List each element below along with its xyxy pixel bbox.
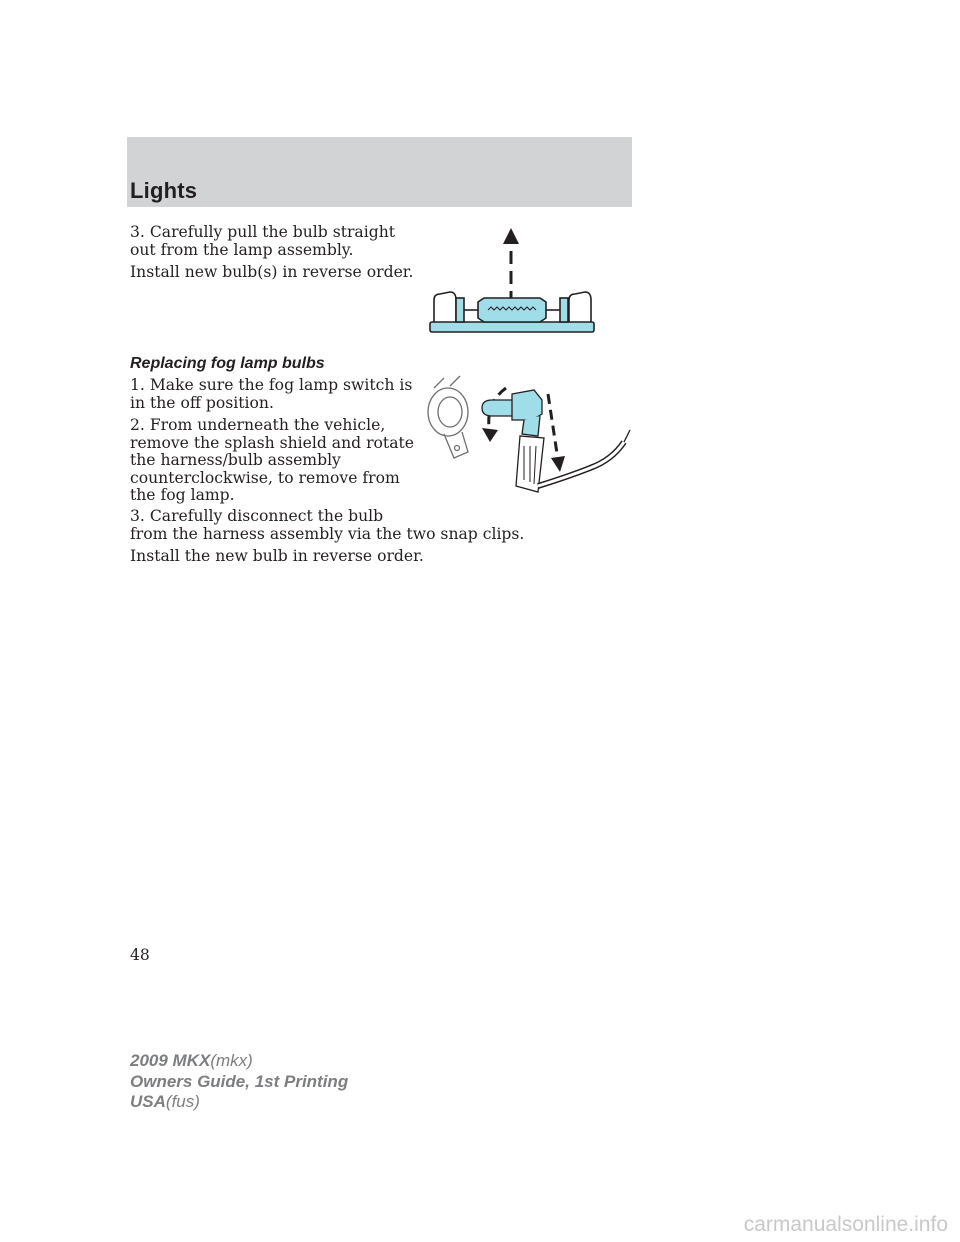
footer-market: USA xyxy=(130,1092,166,1111)
step-4: Install the new bulb in reverse order. xyxy=(130,547,424,565)
document-footer xyxy=(130,1051,348,1113)
bulb-removal-illustration xyxy=(428,226,598,336)
paragraph-pull-bulb: 3. Carefully pull the bulb straight out from the lamp assembly. xyxy=(130,223,396,259)
section-header-band xyxy=(127,137,632,207)
footer-model: 2009 MKX xyxy=(130,1051,211,1070)
watermark-text: carmanualsonline.info xyxy=(743,1213,948,1236)
paragraph-install-bulbs: Install new bulb(s) in reverse order. xyxy=(130,263,414,281)
step-3: 3. Carefully disconnect the bulb from the harness assembly via the two snap clips. xyxy=(130,507,525,543)
fog-lamp-bulb-illustration xyxy=(420,376,635,501)
footer-model-code: (mkx) xyxy=(210,1051,253,1070)
page-number: 48 xyxy=(130,946,150,964)
footer-market-code: (fus) xyxy=(165,1092,200,1111)
section-title: Lights xyxy=(130,178,198,203)
subheading-fog-lamp: Replacing fog lamp bulbs xyxy=(130,355,325,372)
footer-edition: Owners Guide, 1st Printing xyxy=(130,1071,349,1091)
step-1: 1. Make sure the fog lamp switch is in the off position. xyxy=(130,376,413,412)
step-2: 2. From underneath the vehicle, remove the splash shield and rotate the harness/bulb assembly counterclockwise, to remove from the fog lamp. xyxy=(130,416,414,504)
